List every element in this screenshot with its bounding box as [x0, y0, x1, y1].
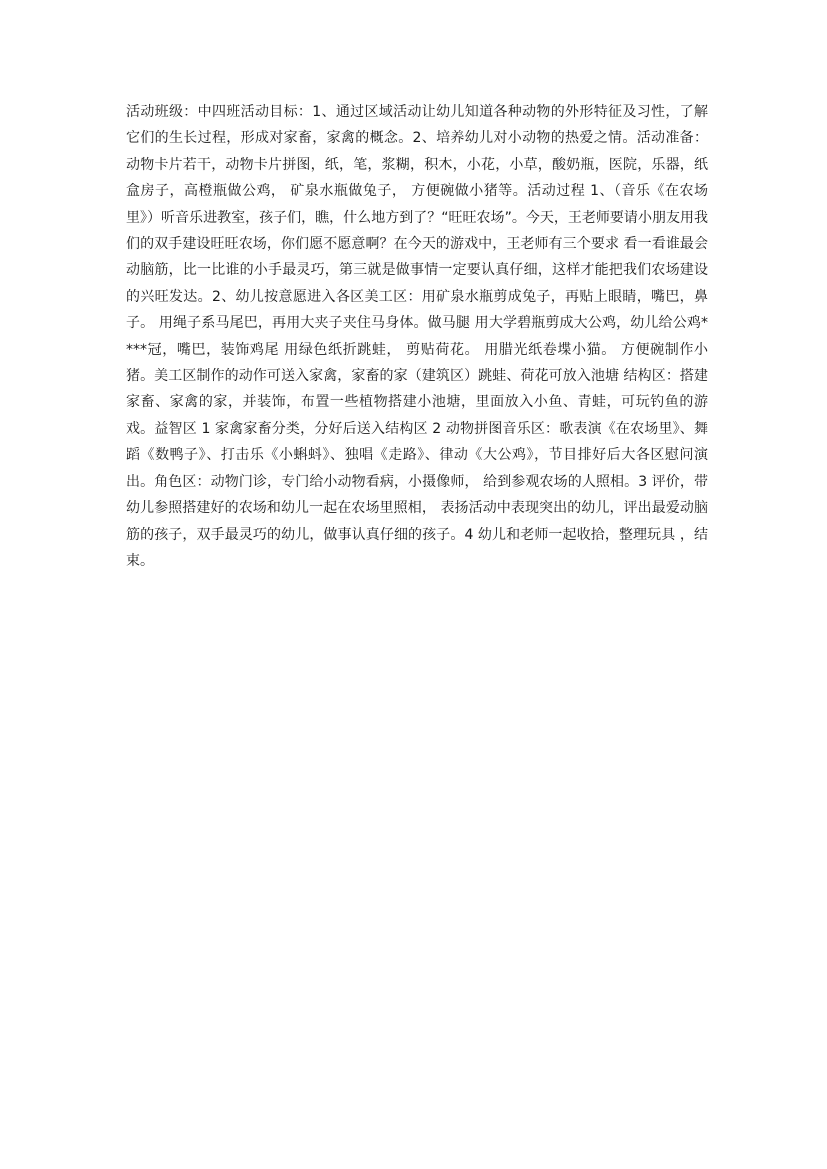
body-paragraph: 活动班级：中四班活动目标：1、通过区域活动让幼儿知道各种动物的外形特征及习性，了解它们的生长过程，形成对家畜，家禽的概念。2、培养幼儿对小动物的热爱之情。活动准备： 动物卡片若干，动物卡片拼图，纸，笔，浆糊，积木，小花，小草，酸奶瓶，医院，乐器，纸盒房子，高橙瓶做公鸡， 矿泉水瓶做兔子， 方便碗做小猪等。活动过程 1、（音乐《在农场里》）听音乐进教室，孩子们，瞧，什么地方到了？“旺旺农场”。今天，王老师要请小朋友用我们的双手建设旺旺农场，你们愿不愿意啊？在今天的游戏中，王老师有三个要求 看一看谁最会动脑筋，比一比谁的小手最灵巧，第三就是做事情一定要认真仔细，这样才能把我们农场建设的兴旺发达。2、幼儿按意愿进入各区美工区：用矿泉水瓶剪成兔子，再贴上眼睛，嘴巴，鼻子。 用绳子系马尾巴，再用大夹子夹住马身体。做马腿 用大学碧瓶剪成大公鸡，幼儿给公鸡****冠，嘴巴，装饰鸡尾 用绿色纸折跳蛙， 剪贴荷花。 用腊光纸卷堞小猫。 方便碗制作小猪。美工区制作的动作可送入家禽，家畜的家（建筑区）跳蛙、荷花可放入池塘 结构区：搭建家畜、家禽的家，并装饰，布置一些植物搭建小池塘，里面放入小鱼、青蛙，可玩钓鱼的游戏。益智区 1 家禽家畜分类，分好后送入结构区 2 动物拼图音乐区：歌表演《在农场里》、舞蹈《数鸭子》、打击乐《小蝌蚪》、独唱《走路》、律动《大公鸡》，节目排好后大各区慰问演出。角色区：动物门诊，专门给小动物看病，小摄像师， 给到参观农场的人照相。3 评价，带幼儿参照搭建好的农场和幼儿一起在农场里照相， 表扬活动中表现突出的幼儿，评出最爱动脑筋的孩子，双手最灵巧的幼儿，做事认真仔细的孩子。4 幼儿和老师一起收拾，整理玩具 ，结束。	[126, 104, 708, 569]
